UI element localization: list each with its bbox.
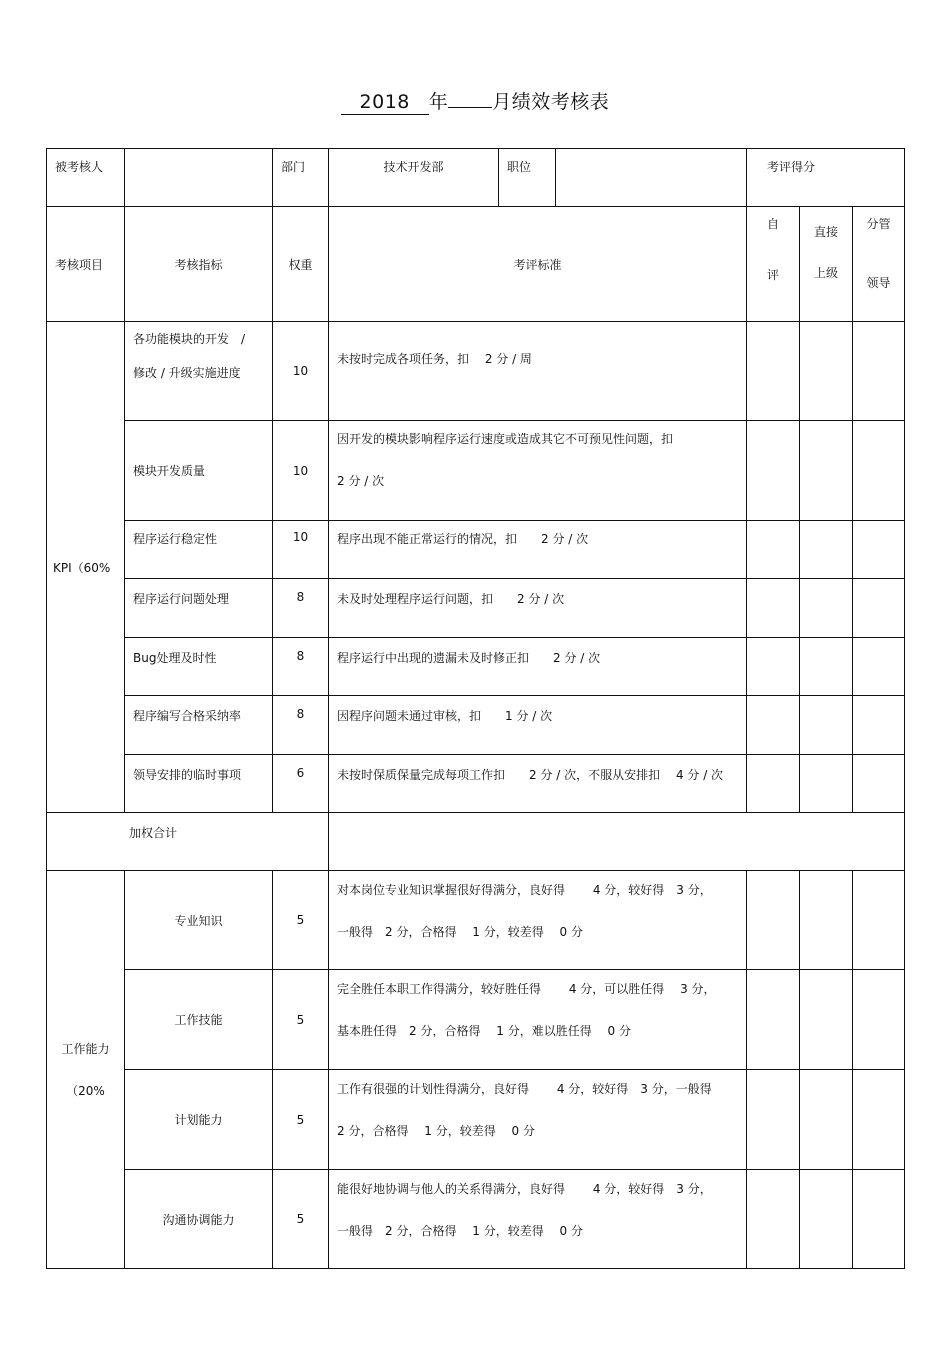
col-self-2: 评 (766, 268, 779, 282)
col-direct-1: 直接 (813, 225, 838, 239)
kpi-standard: 程序运行中出现的遗漏未及时修正扣 2 分 / 次 (329, 638, 747, 696)
col-self-1: 自 (766, 217, 779, 231)
kpi-indicator-line: 修改 / 升级实施进度 (133, 366, 241, 380)
ability-standard-line: 能很好地协调与他人的关系得满分，良好得 4 分，较好得 3 分， (337, 1182, 712, 1196)
kpi-indicator: 程序编写合格采纳率 (125, 696, 273, 755)
ability-standard-line: 一般得 2 分，合格得 1 分，较差得 0 分 (337, 925, 583, 939)
kpi-category: KPI（60% (47, 322, 125, 813)
col-mgr-1: 分管 (866, 217, 891, 231)
ability-standard-line: 工作有很强的计划性得满分，良好得 4 分，较好得 3 分，一般得 (337, 1082, 712, 1096)
kpi-weight: 10 (273, 322, 329, 421)
title-month-blank[interactable] (448, 107, 492, 108)
weighted-total-row (47, 813, 905, 871)
column-header-row (47, 207, 905, 322)
score-direct[interactable] (800, 638, 853, 696)
col-self (747, 207, 800, 322)
score-self[interactable] (747, 579, 800, 638)
header-row (47, 149, 905, 207)
score-self[interactable] (747, 322, 800, 421)
ability-category (47, 871, 125, 1269)
ability-standard-line: 对本岗位专业知识掌握很好得满分，良好得 4 分，较好得 3 分， (337, 883, 712, 897)
score-direct[interactable] (800, 579, 853, 638)
position-label: 职位 (499, 149, 556, 207)
kpi-indicator: 模块开发质量 (125, 421, 273, 521)
kpi-standard-line: 2 分 / 次 (337, 474, 385, 488)
score-mgr[interactable] (853, 970, 905, 1070)
kpi-indicator: 领导安排的临时事项 (125, 755, 273, 813)
title-year: 2018 (341, 90, 429, 115)
kpi-standard: 因程序问题未通过审核，扣 1 分 / 次 (329, 696, 747, 755)
table-row (47, 521, 905, 579)
score-mgr[interactable] (853, 638, 905, 696)
ability-category-line: （20% (66, 1083, 105, 1098)
ability-standard-line: 基本胜任得 2 分，合格得 1 分，难以胜任得 0 分 (337, 1024, 631, 1038)
table-row (47, 421, 905, 521)
appraisal-table (46, 148, 905, 1269)
ability-standard (329, 1170, 747, 1269)
score-direct[interactable] (800, 1170, 853, 1269)
col-item: 考核项目 (47, 207, 125, 322)
score-mgr[interactable] (853, 322, 905, 421)
score-mgr[interactable] (853, 1170, 905, 1269)
kpi-indicator (125, 322, 273, 421)
ability-indicator: 专业知识 (125, 871, 273, 970)
score-self[interactable] (747, 521, 800, 579)
table-row (47, 1170, 905, 1269)
table-row (47, 638, 905, 696)
score-mgr[interactable] (853, 579, 905, 638)
table-row (47, 1070, 905, 1170)
appraisee-value[interactable] (125, 149, 273, 207)
score-direct[interactable] (800, 871, 853, 970)
ability-standard-line: 完全胜任本职工作得满分，较好胜任得 4 分，可以胜任得 3 分， (337, 982, 716, 996)
score-mgr[interactable] (853, 755, 905, 813)
kpi-standard-line: 因开发的模块影响程序运行速度或造成其它不可预见性问题，扣 (337, 432, 674, 446)
kpi-weight: 10 (273, 521, 329, 579)
score-direct[interactable] (800, 322, 853, 421)
ability-standard (329, 970, 747, 1070)
score-self[interactable] (747, 696, 800, 755)
kpi-weight: 6 (273, 755, 329, 813)
kpi-standard (329, 421, 747, 521)
ability-weight: 5 (273, 1070, 329, 1170)
table-row (47, 970, 905, 1070)
score-self[interactable] (747, 421, 800, 521)
weighted-total-value[interactable] (329, 813, 905, 871)
ability-indicator: 工作技能 (125, 970, 273, 1070)
kpi-indicator-line: 各功能模块的开发 / (133, 332, 246, 346)
table-row (47, 755, 905, 813)
ability-weight: 5 (273, 970, 329, 1070)
col-mgr-2: 领导 (866, 276, 891, 290)
page-title (0, 90, 950, 115)
score-mgr[interactable] (853, 696, 905, 755)
ability-weight: 5 (273, 871, 329, 970)
score-direct[interactable] (800, 421, 853, 521)
score-mgr[interactable] (853, 871, 905, 970)
kpi-standard: 程序出现不能正常运行的情况，扣 2 分 / 次 (329, 521, 747, 579)
kpi-weight: 8 (273, 579, 329, 638)
score-direct[interactable] (800, 521, 853, 579)
kpi-weight: 8 (273, 696, 329, 755)
score-self[interactable] (747, 638, 800, 696)
score-self[interactable] (747, 1170, 800, 1269)
ability-indicator: 计划能力 (125, 1070, 273, 1170)
table-row (47, 871, 905, 970)
appraisee-label: 被考核人 (47, 149, 125, 207)
kpi-weight: 10 (273, 421, 329, 521)
ability-standard (329, 1070, 747, 1170)
col-direct-2: 上级 (813, 266, 838, 280)
table-row (47, 579, 905, 638)
weighted-total-label: 加权合计 (47, 813, 329, 871)
dept-label: 部门 (273, 149, 329, 207)
score-mgr[interactable] (853, 421, 905, 521)
ability-category-line: 工作能力 (61, 1041, 110, 1056)
ability-weight: 5 (273, 1170, 329, 1269)
col-direct (800, 207, 853, 322)
col-weight: 权重 (273, 207, 329, 322)
ability-indicator: 沟通协调能力 (125, 1170, 273, 1269)
table-row (47, 322, 905, 421)
kpi-indicator: 程序运行稳定性 (125, 521, 273, 579)
score-direct[interactable] (800, 970, 853, 1070)
score-label: 考评得分 (747, 149, 905, 207)
col-mgr (853, 207, 905, 322)
kpi-standard: 未按时完成各项任务，扣 2 分 / 周 (329, 322, 747, 421)
col-indicator: 考核指标 (125, 207, 273, 322)
dept-value[interactable]: 技术开发部 (329, 149, 499, 207)
title-rest: 月绩效考核表 (492, 91, 610, 113)
kpi-indicator: Bug处理及时性 (125, 638, 273, 696)
score-direct[interactable] (800, 755, 853, 813)
score-direct[interactable] (800, 696, 853, 755)
score-mgr[interactable] (853, 1070, 905, 1170)
kpi-standard: 未及时处理程序运行问题，扣 2 分 / 次 (329, 579, 747, 638)
score-self[interactable] (747, 1070, 800, 1170)
ability-standard-line: 2 分，合格得 1 分，较差得 0 分 (337, 1124, 535, 1138)
kpi-standard: 未按时保质保量完成每项工作扣 2 分 / 次，不服从安排扣 4 分 / 次 (329, 755, 747, 813)
kpi-indicator: 程序运行问题处理 (125, 579, 273, 638)
score-self[interactable] (747, 755, 800, 813)
score-direct[interactable] (800, 1070, 853, 1170)
table-row (47, 696, 905, 755)
score-mgr[interactable] (853, 521, 905, 579)
position-value[interactable] (556, 149, 747, 207)
score-self[interactable] (747, 871, 800, 970)
ability-standard (329, 871, 747, 970)
kpi-weight: 8 (273, 638, 329, 696)
ability-standard-line: 一般得 2 分，合格得 1 分，较差得 0 分 (337, 1224, 583, 1238)
title-year-suffix: 年 (428, 91, 449, 113)
col-standard: 考评标准 (329, 207, 747, 322)
score-self[interactable] (747, 970, 800, 1070)
